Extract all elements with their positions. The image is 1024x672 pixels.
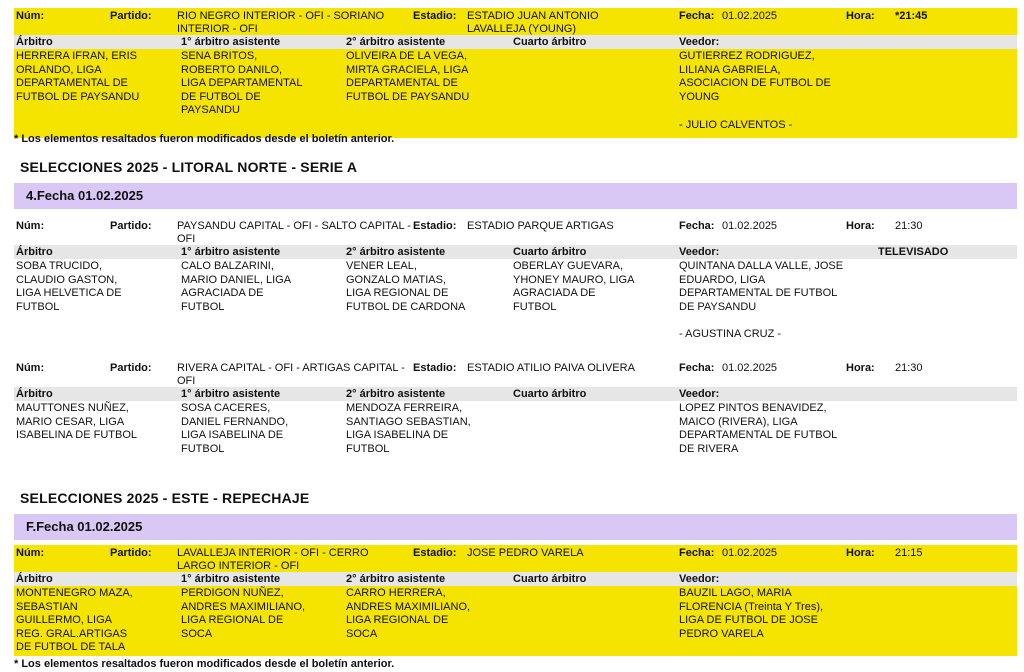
cuarto-header: Cuarto árbitro <box>513 388 587 400</box>
fecha-bar-label: 4.Fecha 01.02.2025 <box>26 188 144 203</box>
section-title: SELECCIONES 2025 - LITORAL NORTE - SERIE A <box>20 159 358 175</box>
arbitro-header: Árbitro <box>16 573 53 585</box>
cuarto-header: Cuarto árbitro <box>513 246 587 258</box>
asist2-value: MENDOZA FERREIRA, SANTIAGO SEBASTIAN, LIGA ISABELINA DE FUTBOL <box>346 402 471 455</box>
asist2-header: 2° árbitro asistente <box>346 246 446 258</box>
fecha-bar-label: F.Fecha 01.02.2025 <box>26 519 143 534</box>
estadio-label: Estadio: <box>413 10 457 22</box>
asist2-value: OLIVEIRA DE LA VEGA, MIRTA GRACIELA, LIGA DEPARTAMENTAL DE FUTBOL DE PAYSANDU <box>346 50 470 103</box>
asist1-header: 1° árbitro asistente <box>181 36 281 48</box>
veedor-value: LOPEZ PINTOS BENAVIDEZ, MAICO (RIVERA), LIGA DEPARTAMENTAL DE FUTBOL DE RIVERA <box>679 402 837 455</box>
fecha-label: Fecha: <box>679 362 715 374</box>
cuarto-header: Cuarto árbitro <box>513 573 587 585</box>
match-info-row <box>14 8 1017 35</box>
arbitro-value: HERRERA IFRAN, ERIS ORLANDO, LIGA DEPARTAMENTAL DE FUTBOL DE PAYSANDU <box>16 50 140 103</box>
fecha-label: Fecha: <box>679 547 715 559</box>
fecha-value: 01.02.2025 <box>722 547 778 559</box>
asist1-header: 1° árbitro asistente <box>181 246 281 258</box>
asist2-header: 2° árbitro asistente <box>346 573 446 585</box>
arbitro-value: MAUTTONES NUÑEZ, MARIO CESAR, LIGA ISABELINA DE FUTBOL <box>16 402 138 441</box>
fecha-value: 01.02.2025 <box>722 220 778 232</box>
asist1-value: SOSA CACERES, DANIEL FERNANDO, LIGA ISABELINA DE FUTBOL <box>181 402 289 455</box>
hora-label: Hora: <box>846 220 875 232</box>
section-title: SELECCIONES 2025 - ESTE - REPECHAJE <box>20 490 310 506</box>
officials-row <box>14 49 1017 138</box>
asist1-value: PERDIGON NUÑEZ, ANDRES MAXIMILIANO, LIGA REGIONAL DE SOCA <box>181 587 306 640</box>
veedor-value: GUTIERREZ RODRIGUEZ, LILIANA GABRIELA, ASOCIACION DE FUTBOL DE YOUNG <box>679 50 831 103</box>
match-block <box>14 360 1017 476</box>
officials-header-row <box>14 35 1017 49</box>
estadio-value: ESTADIO JUAN ANTONIO LAVALLEJA (YOUNG) <box>467 10 599 35</box>
match-info-row <box>14 218 1017 245</box>
veedor-header: Veedor: <box>679 388 720 400</box>
hora-value: 21:30 <box>895 362 923 374</box>
fecha-label: Fecha: <box>679 220 715 232</box>
hora-value: 21:30 <box>895 220 923 232</box>
asist2-header: 2° árbitro asistente <box>346 36 446 48</box>
partido-label: Partido: <box>110 10 152 22</box>
hora-label: Hora: <box>846 10 875 22</box>
fecha-value: 01.02.2025 <box>722 10 778 22</box>
num-label: Núm: <box>16 362 45 374</box>
estadio-label: Estadio: <box>413 547 457 559</box>
veedor-header: Veedor: <box>679 573 720 585</box>
cuarto-header: Cuarto árbitro <box>513 36 587 48</box>
officials-header-row <box>14 572 1017 586</box>
arbitro-value: SOBA TRUCIDO, CLAUDIO GASTON, LIGA HELVETICA DE FUTBOL <box>16 260 122 313</box>
num-label: Núm: <box>16 547 45 559</box>
asist2-value: VENER LEAL, GONZALO MATIAS, LIGA REGIONAL DE FUTBOL DE CARDONA <box>346 260 466 313</box>
hora-label: Hora: <box>846 362 875 374</box>
officials-header-row <box>14 245 1017 259</box>
num-label: Núm: <box>16 10 45 22</box>
match-block <box>14 218 1017 349</box>
partido-value: PAYSANDU CAPITAL - OFI - SALTO CAPITAL - OFI <box>177 220 411 245</box>
match-info-row <box>14 545 1017 572</box>
modified-note: * Los elementos resaltados fueron modificados desde el boletín anterior. <box>14 133 395 145</box>
match-block <box>14 8 1017 138</box>
veedor-value: QUINTANA DALLA VALLE, JOSE EDUARDO, LIGA DEPARTAMENTAL DE FUTBOL DE PAYSANDU <box>679 260 844 313</box>
partido-value: RIO NEGRO INTERIOR - OFI - SORIANO INTERIOR - OFI <box>177 10 385 35</box>
fecha-bar <box>14 514 1017 540</box>
partido-label: Partido: <box>110 362 152 374</box>
arbitro-header: Árbitro <box>16 246 53 258</box>
arbitro-value: MONTENEGRO MAZA, SEBASTIAN GUILLERMO, LIGA REG. GRAL.ARTIGAS DE FUTBOL DE TALA <box>16 587 133 653</box>
asist1-value: CALO BALZARINI, MARIO DANIEL, LIGA AGRACIADA DE FUTBOL <box>181 260 291 313</box>
asist1-header: 1° árbitro asistente <box>181 573 281 585</box>
fecha-bar <box>14 183 1017 209</box>
asist1-header: 1° árbitro asistente <box>181 388 281 400</box>
asist2-value: CARRO HERRERA, ANDRES MAXIMILIANO, LIGA REGIONAL DE SOCA <box>346 587 471 640</box>
hora-value: 21:15 <box>895 547 923 559</box>
match-info-row <box>14 360 1017 387</box>
arbitro-header: Árbitro <box>16 36 53 48</box>
partido-label: Partido: <box>110 547 152 559</box>
hora-value: *21:45 <box>895 10 928 22</box>
televisado-badge: TELEVISADO <box>878 246 949 258</box>
num-label: Núm: <box>16 220 45 232</box>
veedor-header: Veedor: <box>679 246 720 258</box>
veedor-extra: - JULIO CALVENTOS - <box>679 119 793 131</box>
arbitro-header: Árbitro <box>16 388 53 400</box>
veedor-value: BAUZIL LAGO, MARIA FLORENCIA (Treinta Y Tres), LIGA DE FUTBOL DE JOSE PEDRO VARELA <box>679 587 824 640</box>
modified-note: * Los elementos resaltados fueron modificados desde el boletín anterior. <box>14 658 395 670</box>
officials-header-row <box>14 387 1017 401</box>
partido-value: RIVERA CAPITAL - OFI - ARTIGAS CAPITAL - OFI <box>177 362 405 387</box>
officials-row <box>14 586 1017 656</box>
estadio-label: Estadio: <box>413 220 457 232</box>
veedor-extra: - AGUSTINA CRUZ - <box>679 328 782 340</box>
hora-label: Hora: <box>846 547 875 559</box>
officials-row <box>14 259 1017 349</box>
match-block <box>14 545 1017 656</box>
estadio-value: JOSE PEDRO VARELA <box>467 547 584 559</box>
cuarto-value: OBERLAY GUEVARA, YHONEY MAURO, LIGA AGRACIADA DE FUTBOL <box>513 260 634 313</box>
fecha-label: Fecha: <box>679 10 715 22</box>
estadio-label: Estadio: <box>413 362 457 374</box>
fecha-value: 01.02.2025 <box>722 362 778 374</box>
asist2-header: 2° árbitro asistente <box>346 388 446 400</box>
asist1-value: SENA BRITOS, ROBERTO DANILO, LIGA DEPARTAMENTAL DE FUTBOL DE PAYSANDU <box>181 50 303 116</box>
partido-label: Partido: <box>110 220 152 232</box>
partido-value: LAVALLEJA INTERIOR - OFI - CERRO LARGO INTERIOR - OFI <box>177 547 369 572</box>
officials-row <box>14 401 1017 476</box>
veedor-header: Veedor: <box>679 36 720 48</box>
estadio-value: ESTADIO ATILIO PAIVA OLIVERA <box>467 362 635 374</box>
estadio-value: ESTADIO PARQUE ARTIGAS <box>467 220 614 232</box>
